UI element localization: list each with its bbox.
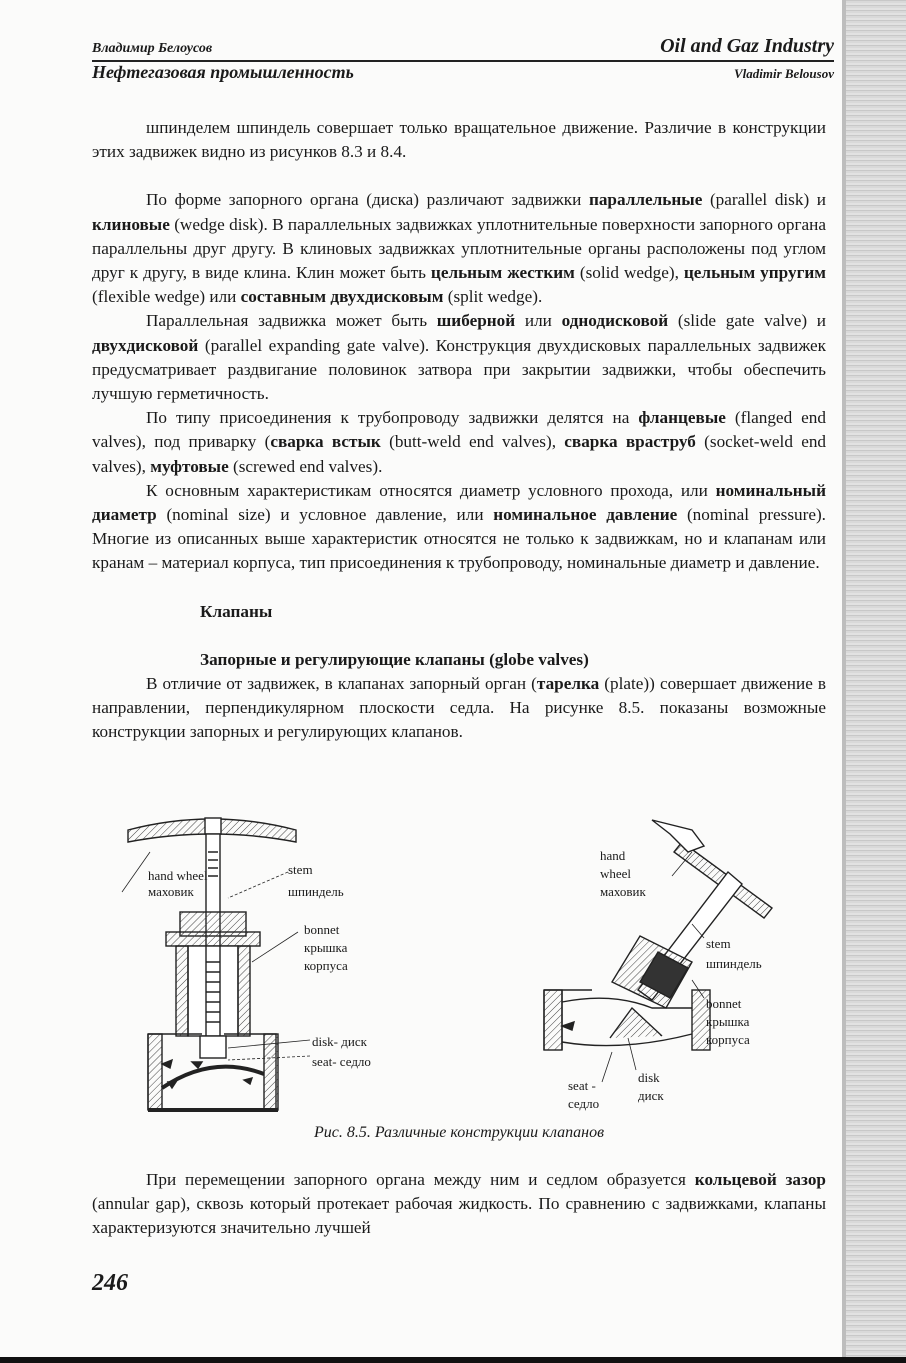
p3-text-2: или — [515, 311, 562, 331]
label-left-seat: seat- седло — [312, 1054, 371, 1069]
label-right-disk-en: disk — [638, 1070, 660, 1085]
paragraph-6 — [92, 672, 826, 745]
p4-bold-4: муфтовые — [150, 456, 229, 476]
p4-text-1: По типу присоединения к трубопроводу задвижки делятся на — [146, 408, 639, 428]
body-text-top — [92, 116, 826, 745]
label-left-bonnet-en: bonnet — [304, 922, 340, 937]
header-author-ru: Владимир Белоусов — [92, 41, 213, 56]
p2-text-2: (parallel disk) и — [702, 190, 826, 210]
scan-edge-shading — [846, 0, 906, 1363]
p2-bold-2: клиновые — [92, 214, 170, 234]
label-left-handwheel-en: hand wheel — [148, 868, 208, 883]
p6-text-2: (plate)) совершает движение в направлении, перпендикулярном плоскости седла. На рисунке 8.5. показаны возможные конструкции запорных и регулирующих клапанов. — [92, 674, 826, 742]
p2-text-6: (split wedge). — [443, 287, 543, 307]
label-right-disk-ru: диск — [638, 1088, 664, 1103]
label-right-bonnet-en: bonnet — [706, 996, 742, 1011]
subsection-heading-globe-valves: Запорные и регулирующие клапаны (globe valves) — [200, 649, 589, 669]
p5-text-1: К основным характеристикам относятся диаметр условного прохода, или — [146, 480, 716, 500]
page-number: 246 — [92, 1270, 128, 1296]
p3-bold-1: шиберной — [436, 311, 516, 331]
paragraph-4 — [92, 406, 826, 479]
body-text-bottom — [92, 1168, 826, 1241]
scan-edge-line — [842, 0, 846, 1363]
figure-caption: Рис. 8.5. Различные конструкции клапанов — [313, 1124, 605, 1141]
p2-text-1: По форме запорного органа (диска) различают задвижки — [146, 190, 589, 210]
p7-bold-1: кольцевой зазор — [694, 1170, 826, 1189]
p6-bold-1: тарелка — [536, 674, 600, 694]
label-right-seat-en: seat - — [568, 1078, 596, 1093]
p2-bold-3: цельным жестким — [430, 263, 575, 283]
p6-text-1: В отличие от задвижек, в клапанах запорный орган ( — [146, 674, 537, 694]
label-right-stem-ru: шпиндель — [706, 956, 762, 971]
label-left-stem-ru: шпиндель — [288, 884, 344, 899]
p5-bold-1: номинальный диаметр — [92, 480, 826, 525]
p4-bold-2: сварка встык — [270, 432, 381, 452]
header-title-en: Oil and Gaz Industry — [660, 35, 834, 57]
paragraph-5 — [92, 479, 826, 576]
left-globe-valve-drawing — [122, 818, 310, 1110]
p4-text-5: (screwed end valves). — [228, 456, 383, 476]
p5-bold-2: номинальное давление — [493, 505, 678, 525]
paragraph-3 — [92, 309, 826, 406]
figure-valve-designs — [92, 812, 826, 1122]
p4-text-3: (butt-weld end valves), — [380, 432, 565, 452]
label-right-bonnet-ru2: корпуса — [706, 1032, 750, 1047]
p4-text-4: (socket-weld end valves), — [92, 432, 827, 476]
p4-bold-3: сварка враструб — [564, 432, 696, 452]
header-author-en: Vladimir Belousov — [733, 66, 834, 81]
p2-bold-1: параллельные — [588, 190, 703, 210]
p3-bold-3: двухдисковой — [92, 335, 199, 355]
p4-bold-1: фланцевые — [638, 408, 726, 428]
label-right-wheel: wheel — [600, 866, 632, 881]
label-right-hand: hand — [600, 848, 626, 863]
paragraph-2 — [92, 188, 826, 309]
p4-text-2: (flanged end valves), под приварку ( — [92, 408, 826, 452]
label-right-stem-en: stem — [706, 936, 731, 951]
header-title-ru: Нефтегазовая промышленность — [92, 62, 354, 82]
label-left-bonnet-ru2: корпуса — [304, 958, 348, 973]
paragraph-7 — [92, 1168, 826, 1241]
label-right-seat-ru: седло — [568, 1096, 600, 1111]
running-header-bottom — [92, 62, 834, 84]
scan-bottom-band — [0, 1357, 906, 1363]
p7-text-2: (annular gap), сквозь который протекает рабочая жидкость. По сравнению с задвижками, клапаны характеризуются значительно лучшей — [92, 1194, 826, 1238]
p3-text-1: Параллельная задвижка может быть — [146, 311, 437, 331]
p5-text-2: (nominal size) и условное давление, или — [156, 505, 494, 525]
label-right-bonnet-ru1: крышка — [706, 1014, 750, 1029]
label-left-bonnet-ru1: крышка — [304, 940, 348, 955]
p3-bold-2: однодисковой — [561, 311, 669, 331]
running-header-top — [92, 34, 834, 62]
p7-text-1: При перемещении запорного органа между ним и седлом образуется — [146, 1170, 695, 1189]
label-left-disk: disk- диск — [312, 1034, 367, 1049]
label-right-handwheel-ru: маховик — [600, 884, 646, 899]
section-heading-valves: Клапаны — [200, 601, 273, 621]
p3-text-4: (parallel expanding gate valve). Конструкция двухдисковых параллельных задвижек предусматривает раздвигание половинок затвора при закрытии задвижки, чтобы обеспечить лучшую герметичность. — [92, 335, 826, 404]
p5-text-3: (nominal pressure). Многие из описанных выше характеристик относятся не только к задвижкам, но и клапанам или кранам – материал корпуса, тип присоединения к трубопроводу, номинальные диаметр и давление. — [92, 505, 826, 573]
p2-text-3: (wedge disk). В параллельных задвижках уплотнительные поверхности запорного органа параллельны друг другу. В клиновых задвижках уплотнительные органы расположены под углом друг к другу, в виде клина. Клин может быть — [92, 214, 826, 283]
p3-text-3: (slide gate valve) и — [668, 311, 826, 331]
label-left-handwheel-ru: маховик — [148, 884, 194, 899]
p2-bold-5: составным двухдисковым — [240, 287, 444, 307]
p2-bold-4: цельным упругим — [683, 263, 827, 283]
p2-text-4: (solid wedge), — [574, 263, 684, 283]
p2-text-5: (flexible wedge) или — [92, 287, 241, 307]
label-left-stem-en: stem — [288, 862, 313, 877]
paragraph-1: шпинделем шпиндель совершает только вращательное движение. Различие в конструкции этих задвижек видно из рисунков 8.3 и 8.4. — [92, 118, 826, 162]
